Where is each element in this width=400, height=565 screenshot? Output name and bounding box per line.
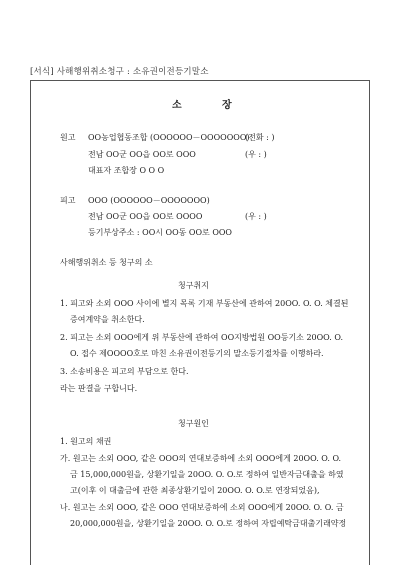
claims-line: 증여계약을 취소한다.	[70, 315, 145, 324]
causes-section-title: 1. 원고의 채권	[60, 437, 112, 446]
plaintiff-address: 전남 OO군 OO읍 OO로 OOO	[88, 150, 196, 159]
form-label: [서식] 사해행위취소청구 : 소유권이전등기말소	[30, 67, 209, 77]
plaintiff-name: OO농업협동조합 (OOOOOO－OOOOOOO)	[88, 133, 250, 142]
defendant-address: 전남 OO군 OO읍 OO로 OOOO	[88, 212, 203, 221]
plaintiff-postal: (우 : )	[245, 150, 267, 159]
case-name: 사해행위취소 등 청구의 소	[60, 258, 153, 267]
claims-line: 1. 피고와 소외 OOO 사이에 별지 목록 기재 부동산에 관하여 20OO. O. O. 체결된	[60, 299, 349, 308]
claims-line: 2. 피고는 소외 OOO에게 위 부동산에 관하여 OO지방법원 OO등기소 20OO. O.	[60, 333, 343, 342]
plaintiff-phone: (전화 : )	[245, 133, 275, 142]
defendant-name: OOO (OOOOOO－OOOOOOO)	[88, 196, 210, 205]
causes-heading: 청구원인	[178, 419, 209, 428]
plaintiff-representative: 대표자 조합장 O O O	[88, 166, 165, 175]
causes-line: 고(이후 이 대출금에 관한 최종상환기일이 20OO. O. O.로 연장되었음),	[70, 486, 320, 495]
causes-line: 나. 원고는 소외 OOO, 같은 OOO 연대보증하에 소외 OOO에게 20OO. O. O. 금	[60, 503, 344, 512]
title-char-jang: 장	[222, 100, 232, 111]
claims-line: O. 접수 제OOOO호로 마친 소유권이전등기의 말소등기절차를 이행하라.	[70, 349, 324, 358]
defendant-role: 피고	[60, 196, 76, 205]
plaintiff-role: 원고	[60, 133, 76, 142]
title-char-so: 소	[172, 100, 182, 111]
defendant-registry-address: 등기부상주소 : OO시 OO동 OO로 OOO	[88, 228, 232, 237]
causes-line: 금 15,000,000원을, 상환기일을 20OO. O. O.로 정하여 일반자금대출을 하였	[70, 470, 344, 479]
causes-line: 20,000,000원을, 상환기일을 20OO. O. O.로 정하여 자립예탁금대출기래약정	[70, 519, 347, 528]
claims-heading: 청구취지	[178, 281, 209, 290]
defendant-postal: (우 : )	[245, 212, 267, 221]
claims-closing: 라는 판결을 구합니다.	[60, 384, 138, 393]
claims-line: 3. 소송비용은 피고의 부담으로 한다.	[60, 367, 189, 376]
causes-line: 가. 원고는 소외 OOO, 같은 OOO의 연대보증하에 소외 OOO에게 20OO. O. O.	[60, 454, 342, 463]
